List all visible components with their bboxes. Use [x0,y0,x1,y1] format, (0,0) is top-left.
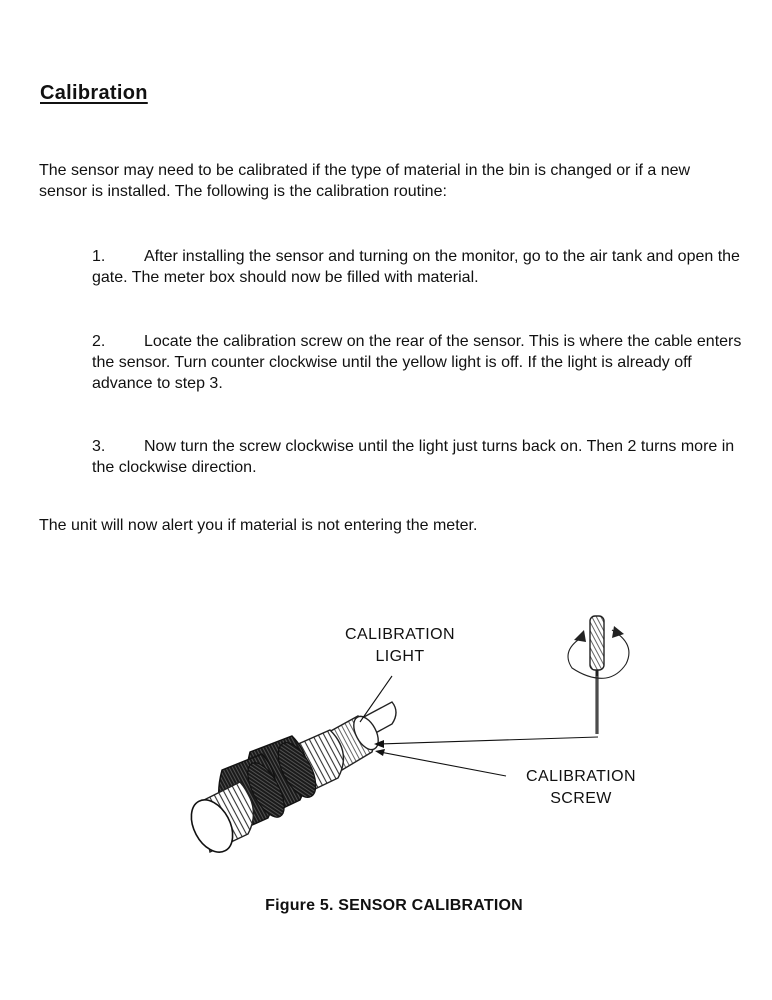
label-line: CALIBRATION [526,768,636,785]
step-text: After installing the sensor and turning on the monitor, go to the air tank and open the gate. The meter box should now be filled with material. [92,248,740,286]
label-line: LIGHT [375,648,425,665]
label-line: CALIBRATION [345,626,455,643]
sensor-body [183,702,396,859]
step-number: 2. [92,333,106,350]
figure-caption: Figure 5. SENSOR CALIBRATION [265,897,523,914]
section-heading: Calibration [40,82,148,104]
step-text: Locate the calibration screw on the rear of the sensor. This is where the cable enters the sensor. Turn counter clockwise until the yellow light is off. If the light is already off advance to step 3. [92,333,742,392]
step-text: Now turn the screw clockwise until the light just turns back on. Then 2 turns more in the clockwise direction. [92,438,735,476]
screwdriver-icon [568,616,629,734]
step-number: 1. [92,248,106,265]
intro-paragraph: The sensor may need to be calibrated if the type of material in the bin is changed or if a new sensor is installed. The following is the calibration routine: [39,162,691,200]
calibration-light-label [330,624,470,668]
step-item [92,246,752,288]
closing-paragraph: The unit will now alert you if material is not entering the meter. [39,517,478,534]
step-item [92,436,752,478]
calibration-screw-label [506,766,656,810]
step-item [92,331,752,394]
step-number: 3. [92,438,106,455]
label-line: SCREW [550,790,612,807]
leader-lines [360,676,598,776]
